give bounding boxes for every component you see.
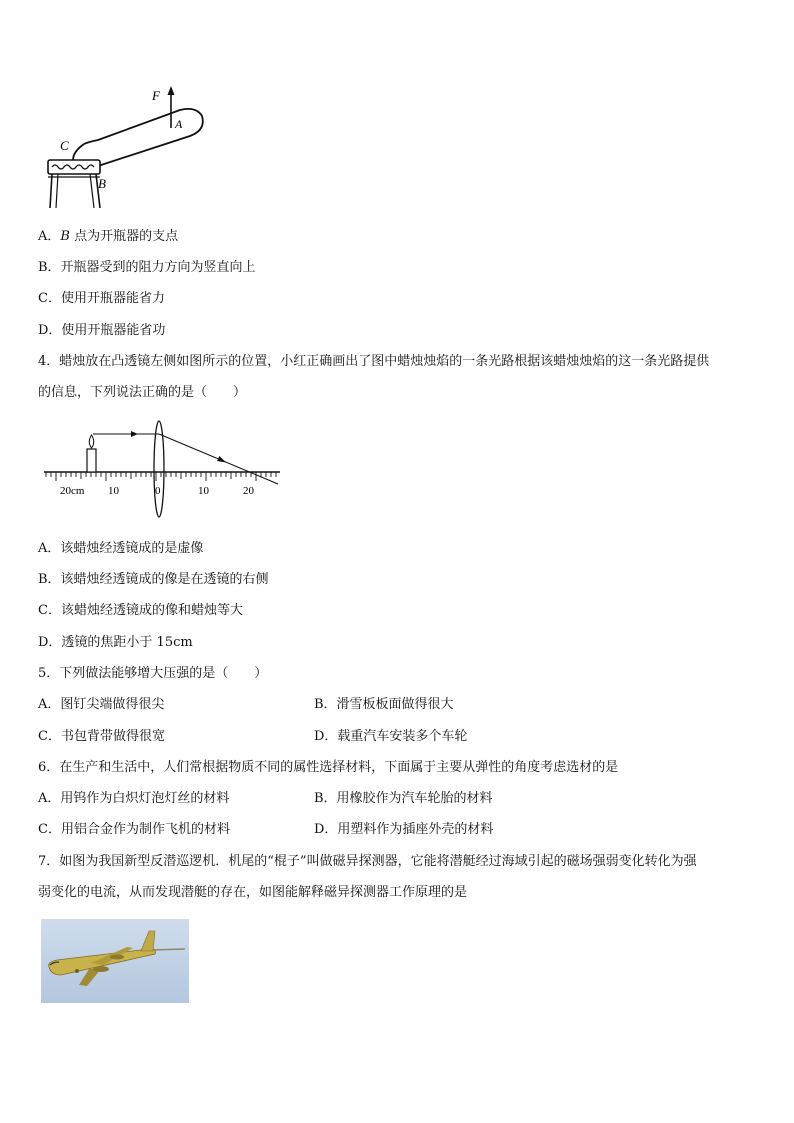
q4-option-a: A．该蜡烛经透镜成的是虚像 xyxy=(38,541,204,556)
tick-label-10-right: 10 xyxy=(198,485,209,497)
patrol-aircraft-photo xyxy=(41,919,189,1003)
q3-option-b: B．开瓶器受到的阻力方向为竖直向上 xyxy=(38,260,256,275)
point-c-label: C xyxy=(60,138,69,153)
tick-label-20cm: 20cm xyxy=(60,485,85,497)
q4-stem-line1: 4．蜡烛放在凸透镜左侧如图所示的位置，小红正确画出了图中蜡烛烛焰的一条光路根据该蜡烛烛焰的这一条光路提供 xyxy=(38,354,710,369)
point-a-label: A xyxy=(175,117,183,131)
q4-stem-line2: 的信息，下列说法正确的是（ ） xyxy=(38,385,247,400)
q6-option-a: A．用钨作为白炽灯泡灯丝的材料 xyxy=(38,791,230,806)
q4-option-b: B．该蜡烛经透镜成的像是在透镜的右侧 xyxy=(38,572,269,587)
q5-stem: 5．下列做法能够增大压强的是（ ） xyxy=(38,666,268,681)
q4-option-c: C．该蜡烛经透镜成的像和蜡烛等大 xyxy=(38,603,243,618)
tick-label-0: 0 xyxy=(155,485,161,497)
bottle-opener-figure xyxy=(40,84,215,212)
q7-stem-line2: 弱变化的电流，从而发现潜艇的存在，如图能解释磁异探测器工作原理的是 xyxy=(38,885,468,900)
point-b-label: B xyxy=(98,176,106,191)
force-label: F xyxy=(152,88,160,103)
q7-stem-line1: 7．如图为我国新型反潜巡逻机．机尾的“棍子”叫做磁异探测器，它能将潜艇经过海域引起的磁场强弱变化转化为强 xyxy=(38,854,697,869)
q5-option-a: A．图钉尖端做得很尖 xyxy=(38,697,165,712)
q5-option-c: C．书包背带做得很宽 xyxy=(38,729,165,744)
tick-label-20-right: 20 xyxy=(243,485,254,497)
tick-label-10-left: 10 xyxy=(108,485,119,497)
q4-option-d: D．透镜的焦距小于 15cm xyxy=(38,635,193,650)
q6-option-d: D．用塑料作为插座外壳的材料 xyxy=(314,822,494,837)
q3-option-d: D．使用开瓶器能省功 xyxy=(38,323,166,338)
q6-option-b: B．用橡胶作为汽车轮胎的材料 xyxy=(314,791,493,806)
q5-option-b: B．滑雪板板面做得很大 xyxy=(314,697,454,712)
lens-figure xyxy=(40,420,285,526)
q3-option-c: C．使用开瓶器能省力 xyxy=(38,291,165,306)
q3-option-a: A．B 点为开瓶器的支点 xyxy=(38,229,179,244)
q6-option-c: C．用铝合金作为制作飞机的材料 xyxy=(38,822,230,837)
q5-option-d: D．载重汽车安装多个车轮 xyxy=(314,729,468,744)
q6-stem: 6．在生产和生活中，人们常根据物质不同的属性选择材料，下面属于主要从弹性的角度考虑选材的是 xyxy=(38,760,619,775)
